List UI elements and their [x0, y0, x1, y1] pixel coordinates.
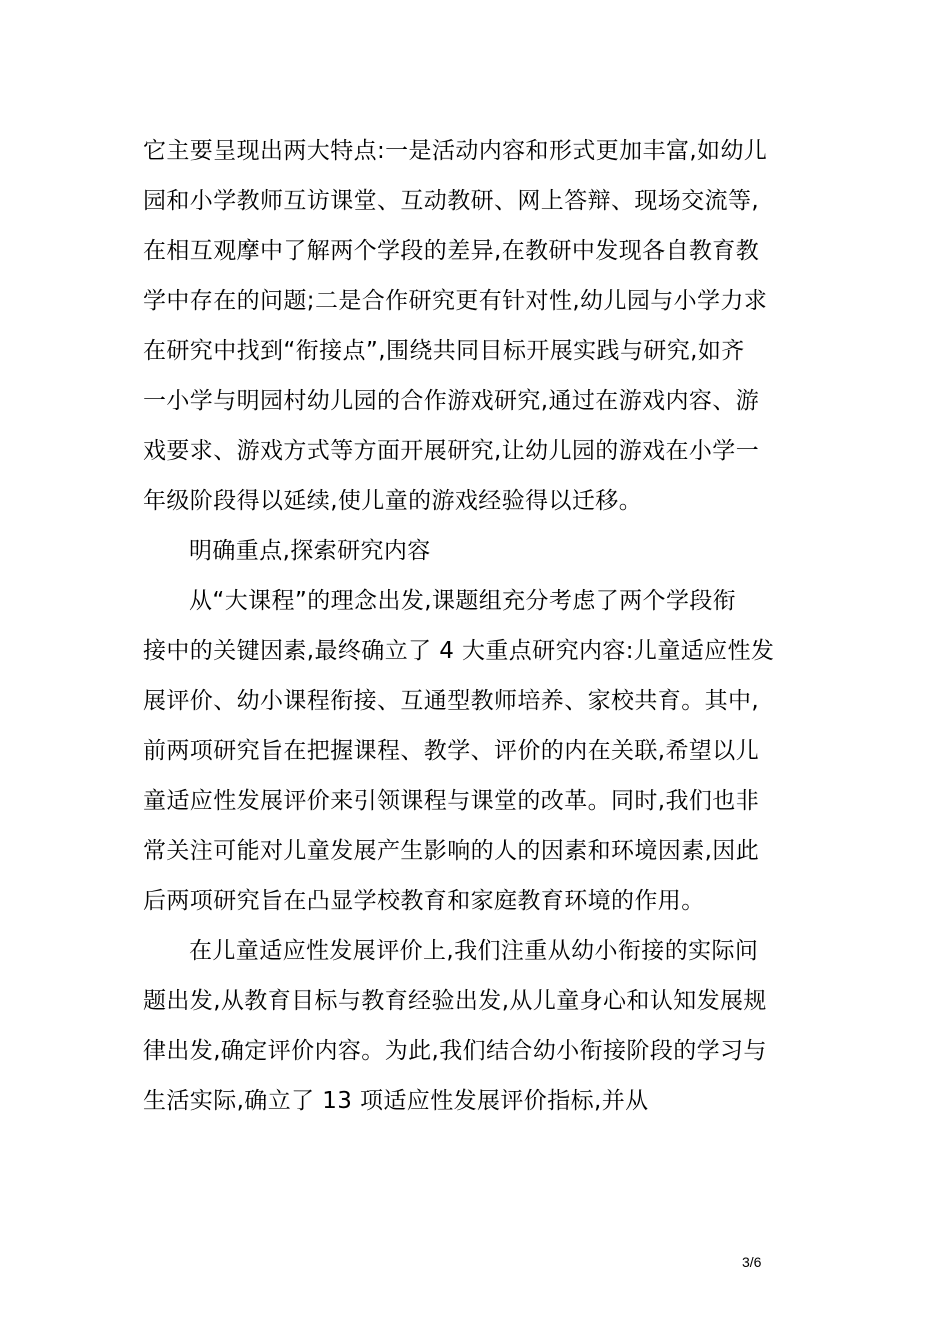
document-body: [143, 126, 815, 1126]
text-line: 后两项研究旨在凸显学校教育和家庭教育环境的作用。: [143, 888, 705, 914]
text-line: 展评价、幼小课程衔接、互通型教师培养、家校共育。其中,: [143, 688, 760, 714]
text-line: 戏要求、游戏方式等方面开展研究,让幼儿园的游戏在小学一: [143, 438, 760, 464]
text-line: 学中存在的问题;二是合作研究更有针对性,幼儿园与小学力求: [143, 288, 768, 314]
text-line: 它主要呈现出两大特点:一是活动内容和形式更加丰富,如幼儿: [143, 138, 768, 164]
text-line: 一小学与明园村幼儿园的合作游戏研究,通过在游戏内容、游: [143, 388, 760, 414]
text-line: 年级阶段得以延续,使儿童的游戏经验得以迁移。: [143, 488, 643, 514]
text-line: 题出发,从教育目标与教育经验出发,从儿童身心和认知发展规: [143, 988, 767, 1014]
text-line: 在相互观摩中了解两个学段的差异,在教研中发现各自教育教: [143, 238, 760, 264]
text-line: 前两项研究旨在把握课程、教学、评价的内在关联,希望以儿: [143, 738, 760, 764]
text-line: 生活实际,确立了 13 项适应性发展评价指标,并从: [143, 1088, 649, 1114]
text-line: 童适应性发展评价来引领课程与课堂的改革。同时,我们也非: [143, 788, 760, 814]
page-number: 3/6: [742, 1254, 762, 1270]
text-line: 常关注可能对儿童发展产生影响的人的因素和环境因素,因此: [143, 838, 760, 864]
text-line: 接中的关键因素,最终确立了 4 大重点研究内容:儿童适应性发: [143, 638, 775, 664]
text-line: 在研究中找到“衔接点”,围绕共同目标开展实践与研究,如齐: [143, 338, 745, 364]
text-line: 从“大课程”的理念出发,课题组充分考虑了两个学段衔: [189, 588, 737, 614]
text-line: 在儿童适应性发展评价上,我们注重从幼小衔接的实际问: [189, 938, 759, 964]
section-heading: 明确重点,探索研究内容: [189, 538, 431, 564]
text-line: 园和小学教师互访课堂、互动教研、网上答辩、现场交流等,: [143, 188, 760, 214]
text-line: 律出发,确定评价内容。为此,我们结合幼小衔接阶段的学习与: [143, 1038, 767, 1064]
